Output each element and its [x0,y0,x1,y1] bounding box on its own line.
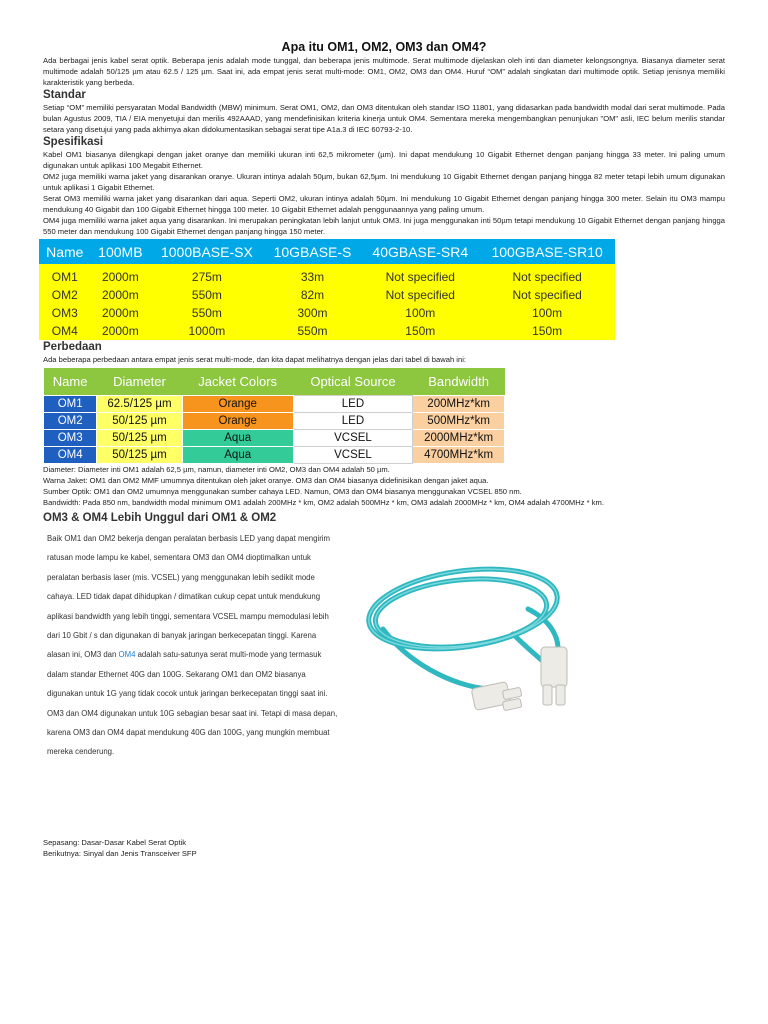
note-bandwidth: Bandwidth: Pada 850 nm, bandwidth modal minimum OM1 adalah 200MHz * km, OM2 adalah 500MHz * km, OM3 adalah 2000MHz * km, OM4 adalah 4700MHz * km. [43,498,604,507]
note-jacket: Warna Jaket: OM1 dan OM2 MMF umumnya ditentukan oleh jaket oranye. OM3 dan OM4 biasanya didefinisikan dengan jaket aqua. [43,476,489,485]
page-title: Apa itu OM1, OM2, OM3 dan OM4? [281,40,487,54]
table-cell: 2000m [91,286,151,304]
table-row [44,396,505,413]
table-cell: 50/125 µm [97,447,182,464]
table-cell: OM1 [44,396,97,413]
table-cell: Orange [182,396,293,413]
table-cell: 100m [479,304,615,322]
table-cell: Not specified [479,264,615,286]
table-cell: 550m [150,286,264,304]
table-cell: 33m [264,264,362,286]
distance-table [39,239,615,340]
table-header-cell: Name [39,239,91,264]
table-header-row [44,368,505,396]
spec-paragraph-om2: OM2 juga memiliki warna jaket yang disarankan oranye. Ukuran intinya adalah 50µm, bukan 62,5µm. Ini mendukung 10 Gigabit Ethernet dengan panjang hingga 82 meter tetapi lebih umum digunakan untuk aplikasi 1 Gigabit Ethernet. [43,172,725,192]
fiber-patch-cable-image [353,539,593,739]
table-cell: Aqua [182,430,293,447]
standar-paragraph: Setiap “OM” memiliki persyaratan Modal Bandwidth (MBW) minimum. Serat OM1, OM2, dan OM3 ditentukan oleh standar ISO 11801, yang didasarkan pada bandwidth modal dari serat multimode. Pada bulan Agustus 2009, TIA / EIA menyetujui dan merilis 492AAAD, yang mendefinisikan kriteria kinerja untuk OM4. Sementara mereka mengembangkan penunjukan "OM" asli, IEC belum merilis standar setara yang disetujui yang pada akhirnya akan didokumentasikan sebagai serat tipe A1a.3 di IEC 60793-2-10. [43,103,725,134]
table-cell: 200MHz*km [413,396,505,413]
table-header-cell: 100GBASE-SR10 [479,239,615,264]
table-cell: OM4 [44,447,97,464]
table-header-cell: Bandwidth [413,368,505,396]
table-cell: 50/125 µm [97,413,182,430]
table-header-cell: Name [44,368,97,396]
prev-post-link[interactable]: Sepasang: Dasar-Dasar Kabel Serat Optik [43,838,187,847]
table-cell: VCSEL [293,447,413,464]
note-diameter: Diameter: Diameter inti OM1 adalah 62,5 µm, namun, diameter inti OM2, OM3 dan OM4 adalah 50 µm. [43,465,390,474]
table-row [39,322,615,340]
table-cell: OM1 [39,264,91,286]
table-header-cell: 10GBASE-S [264,239,362,264]
table-cell: 2000m [91,322,151,340]
table-cell: 82m [264,286,362,304]
table-header-cell: 100MB [91,239,151,264]
table-cell: VCSEL [293,430,413,447]
table-header-cell: Jacket Colors [182,368,293,396]
advantage-text-before: Baik OM1 dan OM2 bekerja dengan peralatan berbasis LED yang dapat mengirim ratusan mode lampu ke kabel, sementara OM3 dan OM4 dioptimalkan untuk peralatan berbasis laser (mis. VCSEL) yang menggunakan lebih sedikit mode cahaya. LED tidak dapat dihidupkan / dimatikan cukup cepat untuk mendukung aplikasi bandwidth yang lebih tinggi, sementara VCSEL mampu memodulasi lebih dari 10 Gbit / s dan digunakan di banyak jaringan berkecepatan tinggi. Karena alasan ini, OM3 dan [47,534,331,660]
article [43,40,725,859]
comparison-table [43,368,505,464]
table-cell: 150m [479,322,615,340]
table-cell: LED [293,413,413,430]
advantage-section [43,529,725,819]
table-cell: Not specified [361,286,479,304]
table-header-cell: Diameter [97,368,182,396]
table-cell: OM3 [39,304,91,322]
table-header-cell: 40GBASE-SR4 [361,239,479,264]
advantage-paragraph [47,529,339,762]
table-cell: 2000MHz*km [413,430,505,447]
table-cell: 550m [150,304,264,322]
spec-paragraph-om1: Kabel OM1 biasanya dilengkapi dengan jaket oranye dan memiliki ukuran inti 62,5 mikrometer (µm). Ini dapat mendukung 10 Gigabit Ethernet dengan panjang hingga 33 meter. Ini paling umum digunakan untuk aplikasi 100 Megabit Ethernet. [43,150,725,170]
table-cell: 300m [264,304,362,322]
table-row [44,413,505,430]
table-row [39,304,615,322]
spec-paragraph-om3: Serat OM3 memiliki warna jaket yang disarankan dari aqua. Seperti OM2, ukuran intinya adalah 50µm. Ini mendukung 10 Gigabit Ethernet dengan panjang hingga 300 meter. Selain itu OM3 mampu mendukung 40 Gigabit dan 100 Gigabit Ethernet hingga 100 meter. 10 Gigabit Ethernet adalah penggunaannya yang paling umum. [43,194,725,214]
table-cell: OM2 [44,413,97,430]
table-cell: OM4 [39,322,91,340]
intro-paragraph: Ada berbagai jenis kabel serat optik. Beberapa jenis adalah mode tunggal, dan beberapa jenis multimode. Serat multimode dijelaskan oleh inti dan diameter kelongsongnya. Biasanya diameter serat multimode adalah 50/125 µm atau 62.5 / 125 µm. Saat ini, ada empat jenis serat multi-mode: OM1, OM2, OM3 dan OM4. Huruf “OM” adalah singkatan dari multimode optik. Setiap jenisnya memiliki karakteristik yang berbeda. [43,56,725,87]
table-cell: OM2 [39,286,91,304]
table-cell: Not specified [361,264,479,286]
spec-paragraph-om4: OM4 juga memiliki warna jaket aqua yang disarankan. Ini merupakan peningkatan lebih lanjut untuk OM3. Ini juga menggunakan inti 50µm tetapi mendukung 10 Gigabit Ethernet dengan panjang hingga 550 meter dan mendukung 100 Gigabit Ethernet dengan panjang hingga 150 meter. [43,216,725,236]
table-cell: 275m [150,264,264,286]
table-cell: 2000m [91,264,151,286]
table-cell: OM3 [44,430,97,447]
table-row [44,430,505,447]
table-cell: LED [293,396,413,413]
spesifikasi-heading: Spesifikasi [43,136,104,148]
table-cell: 150m [361,322,479,340]
table-cell: Orange [182,413,293,430]
table-header-row [39,239,615,264]
table-header-cell: Optical Source [293,368,413,396]
advantage-heading: OM3 & OM4 Lebih Unggul dari OM1 & OM2 [43,512,277,524]
advantage-text-after: adalah satu-satunya serat multi-mode yang termasuk dalam standar Ethernet 40G dan 100G. Sekarang OM1 dan OM2 biasanya digunakan untuk 1G yang tidak cocok untuk jaringan berkecepatan tinggi saat ini. OM3 dan OM4 digunakan untuk 10G sebagian besar saat ini. Tetapi di masa depan, karena OM3 dan OM4 dapat mendukung 40G dan 100G, yang mungkin membuat mereka cenderung. [47,650,338,757]
table-header-cell: 1000BASE-SX [150,239,264,264]
table-cell: 100m [361,304,479,322]
table-cell: 1000m [150,322,264,340]
perbedaan-paragraph: Ada beberapa perbedaan antara empat jenis serat multi-mode, dan kita dapat melihatnya dengan jelas dari tabel di bawah ini: [43,355,466,364]
post-navigation [43,837,725,859]
note-source: Sumber Optik: OM1 dan OM2 umumnya menggunakan sumber cahaya LED. Namun, OM3 dan OM4 biasanya menggunakan VCSEL 850 nm. [43,487,522,496]
om4-link[interactable]: OM4 [118,650,136,660]
notes-block [43,464,725,508]
table-cell: 500MHz*km [413,413,505,430]
table-cell: Aqua [182,447,293,464]
table-row [39,264,615,286]
table-cell: 50/125 µm [97,430,182,447]
table-cell: Not specified [479,286,615,304]
table-cell: 550m [264,322,362,340]
perbedaan-heading: Perbedaan [43,341,102,353]
standar-heading: Standar [43,89,86,101]
table-row [44,447,505,464]
table-row [39,286,615,304]
table-cell: 62.5/125 µm [97,396,182,413]
next-post-link[interactable]: Berikutnya: Sinyal dan Jenis Transceiver SFP [43,849,197,858]
table-cell: 2000m [91,304,151,322]
table-cell: 4700MHz*km [413,447,505,464]
